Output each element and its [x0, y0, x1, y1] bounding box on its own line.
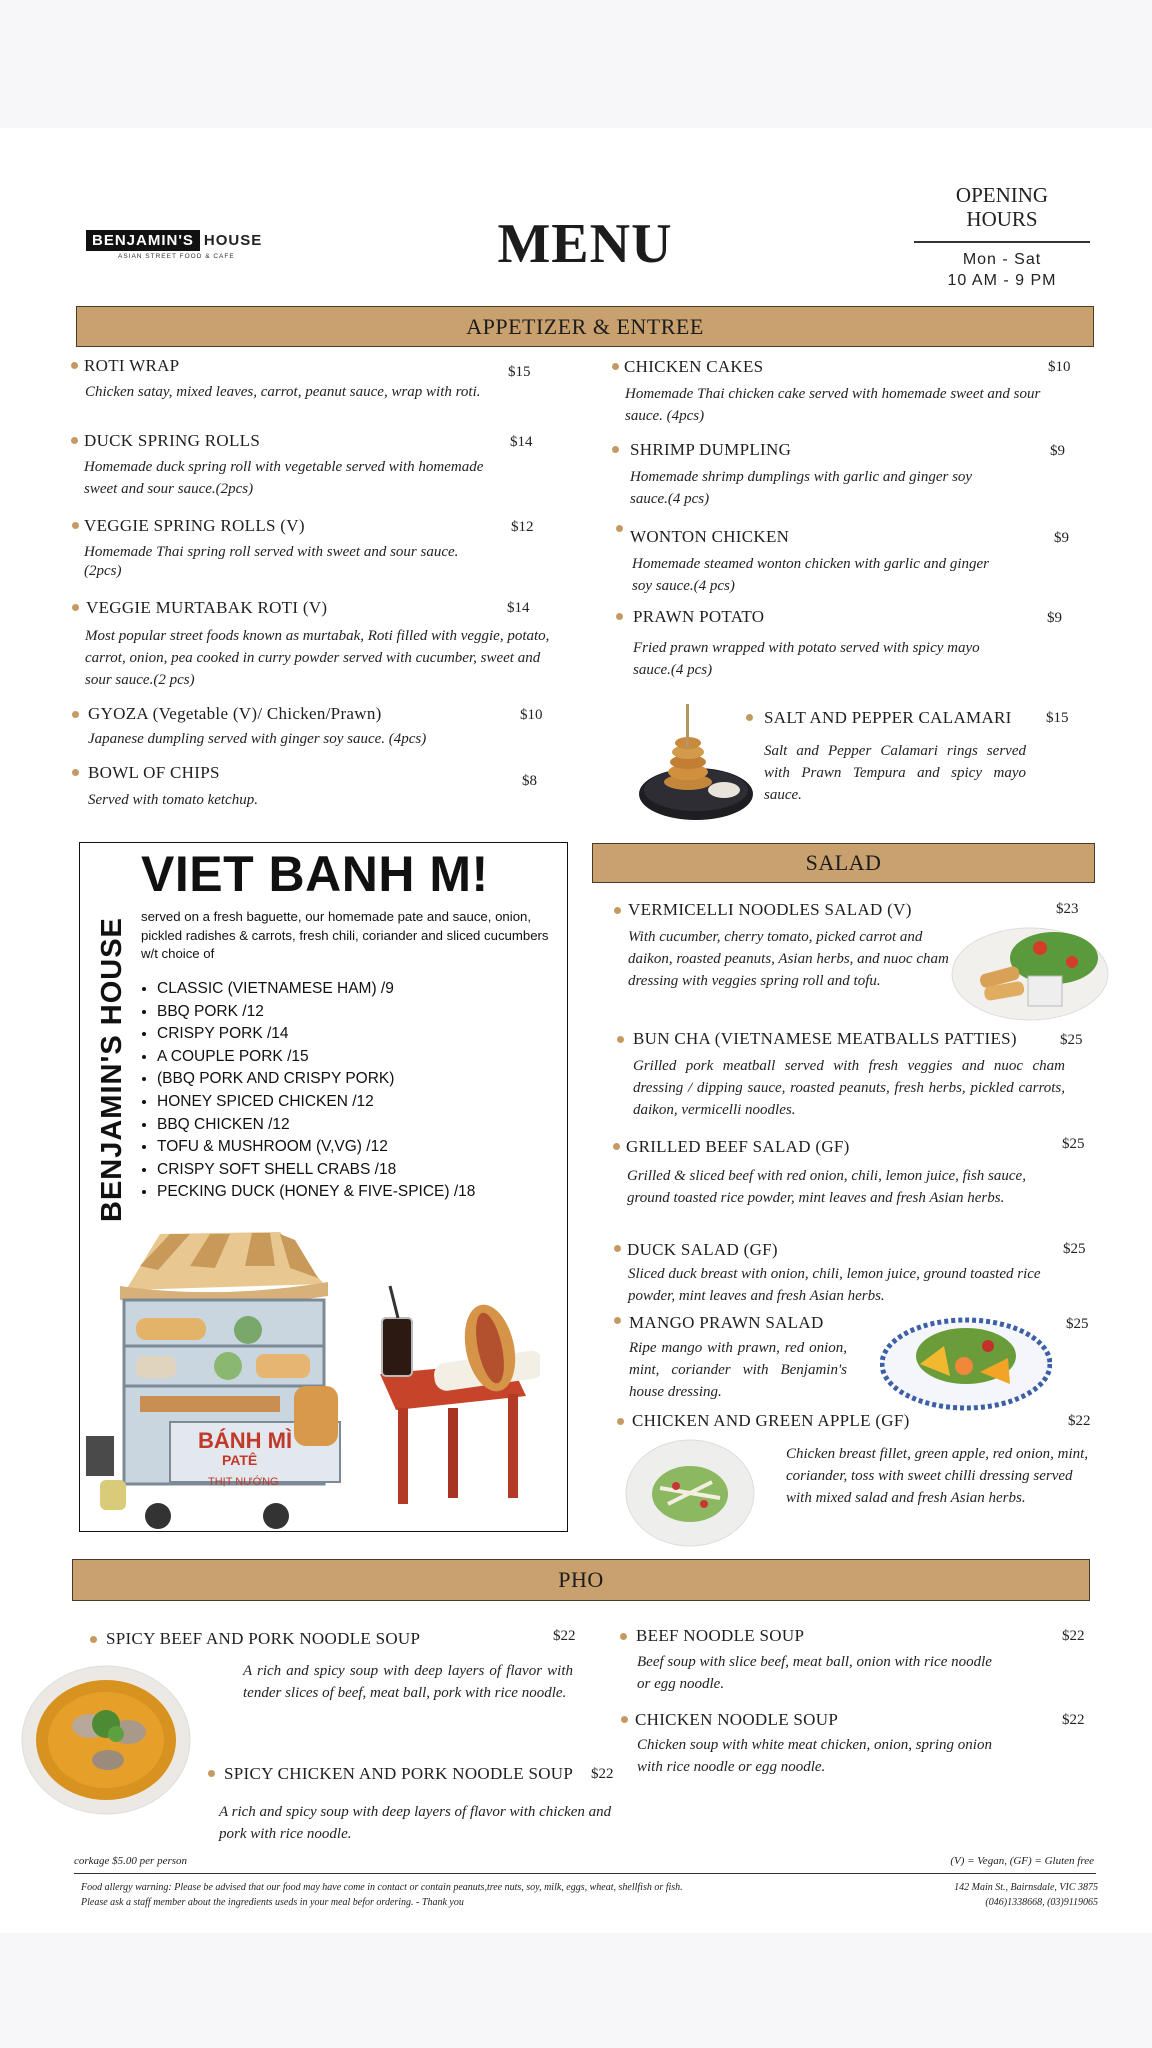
item-price: $22	[1062, 1628, 1085, 1644]
item-price: $25	[1066, 1316, 1089, 1332]
allergy-warning	[81, 1880, 683, 1910]
spicy-soup-image	[20, 1664, 194, 1816]
bullet-dot	[612, 363, 619, 370]
item-title: BOWL OF CHIPS	[88, 763, 220, 782]
mango-prawn-salad-image	[880, 1306, 1052, 1412]
bullet-dot	[614, 907, 621, 914]
item-title: WONTON CHICKEN	[630, 527, 790, 546]
chicken-apple-salad-image	[624, 1438, 756, 1548]
item-price: $14	[507, 600, 530, 616]
bullet-dot	[746, 714, 753, 721]
opening-hours-label: OPENING HOURS	[955, 183, 1049, 231]
item-description: Grilled & sliced beef with red onion, chili, lemon juice, fish sauce, ground toasted rice powder, mint leaves and fresh Asian herbs.	[627, 1168, 1026, 1206]
logo-light-text: HOUSE	[203, 232, 263, 249]
item-title: CHICKEN AND GREEN APPLE (GF)	[632, 1411, 910, 1430]
item-title: SPICY CHICKEN AND PORK NOODLE SOUP	[224, 1764, 574, 1783]
item-description: Sliced duck breast with onion, chili, lemon juice, ground toasted rice powder, mint leaves and fresh Asian herbs.	[628, 1266, 1041, 1304]
item-price: $25	[1062, 1136, 1085, 1152]
item-description: A rich and spicy soup with deep layers of flavor with tender slices of beef, meat ball, pork with rice noodle.	[243, 1663, 573, 1701]
item-title: VEGGIE MURTABAK ROTI (V)	[86, 598, 328, 617]
banh-mi-list	[141, 978, 475, 1204]
cart-sign-pate: PATÊ	[222, 1452, 258, 1468]
item-description: Chicken soup with white meat chicken, onion, spring onion with rice noodle or egg noodle.	[637, 1737, 992, 1775]
item-title: CHICKEN NOODLE SOUP	[635, 1710, 839, 1729]
item-description: Chicken satay, mixed leaves, carrot, peanut sauce, wrap with roti.	[85, 384, 481, 400]
item-price: $25	[1060, 1032, 1083, 1048]
item-title: DUCK SALAD (GF)	[627, 1240, 778, 1259]
item-price: $15	[1046, 710, 1069, 726]
item-price: $22	[553, 1628, 576, 1644]
item-title: SALT AND PEPPER CALAMARI	[764, 708, 1012, 727]
cart-sign-banh-mi: BÁNH MÌ	[198, 1428, 293, 1453]
appetizer-banner: APPETIZER & ENTREE	[76, 306, 1094, 347]
item-title: DUCK SPRING ROLLS	[84, 431, 261, 450]
logo-dark-text: BENJAMIN'S	[86, 230, 200, 251]
banh-mi-option: • BBQ PORK /12	[157, 1001, 475, 1024]
bullet-dot	[72, 769, 79, 776]
banh-mi-option: • CRISPY PORK /14	[157, 1023, 475, 1046]
item-price: $25	[1063, 1241, 1086, 1257]
item-price: $15	[508, 364, 531, 380]
banh-mi-cart-illustration	[80, 1226, 540, 1530]
item-price: $22	[1062, 1712, 1085, 1728]
banh-mi-side-text: BENJAMIN'S HOUSE	[96, 917, 128, 1222]
bullet-dot	[613, 1143, 620, 1150]
item-description: Most popular street foods known as murtabak, Roti filled with veggie, potato, carrot, onion, pea cooked in curry powder served with cucumber, sweet and sour sauce.(2 pcs)	[85, 628, 550, 688]
hours-divider	[914, 241, 1090, 243]
item-title: MANGO PRAWN SALAD	[629, 1313, 824, 1332]
bullet-dot	[617, 1418, 624, 1425]
item-description: Homemade shrimp dumplings with garlic and ginger soy sauce.(4 pcs)	[630, 469, 973, 507]
item-price: $10	[1048, 359, 1071, 375]
item-description: Fried prawn wrapped with potato served with spicy mayo sauce.(4 pcs)	[633, 640, 980, 678]
item-price: $12	[511, 519, 534, 535]
calamari-image	[636, 702, 760, 824]
bullet-dot	[72, 604, 79, 611]
item-title: VERMICELLI NOODLES SALAD (V)	[628, 900, 912, 919]
item-description: Salt and Pepper Calamari rings served with Prawn Tempura and spicy mayo sauce.	[764, 743, 1026, 803]
item-description: With cucumber, cherry tomato, picked carrot and daikon, roasted peanuts, Asian herbs, and nuoc cham dressing with veggies spring roll and tofu.	[628, 929, 949, 989]
item-price: $23	[1056, 901, 1079, 917]
bullet-dot	[614, 1245, 621, 1252]
item-title: GYOZA (Vegetable (V)/ Chicken/Prawn)	[88, 704, 382, 723]
item-title: SHRIMP DUMPLING	[630, 440, 792, 459]
item-description: Chicken breast fillet, green apple, red onion, mint, coriander, toss with sweet chilli dressing served with mixed salad and fresh Asian herbs.	[786, 1446, 1089, 1506]
item-price: $22	[591, 1766, 614, 1782]
logo	[86, 232, 262, 260]
banh-mi-option: • A COUPLE PORK /15	[157, 1046, 475, 1069]
opening-days: Mon - Sat	[962, 251, 1042, 268]
menu-title: MENU	[497, 213, 673, 275]
address: 142 Main St., Bairnsdale, VIC 3875	[954, 1882, 1098, 1893]
dietary-legend: (V) = Vegan, (GF) = Gluten free	[950, 1855, 1094, 1867]
item-title: BEEF NOODLE SOUP	[636, 1626, 805, 1645]
item-description: Ripe mango with prawn, red onion, mint, coriander with Benjamin's house dressing.	[629, 1340, 847, 1400]
bullet-dot	[90, 1636, 97, 1643]
bullet-dot	[208, 1770, 215, 1777]
item-title: GRILLED BEEF SALAD (GF)	[626, 1137, 850, 1156]
banh-mi-option: • HONEY SPICED CHICKEN /12	[157, 1091, 475, 1114]
item-description: Japanese dumpling served with ginger soy sauce. (4pcs)	[88, 731, 427, 747]
opening-hours: 10 AM - 9 PM	[947, 272, 1057, 289]
item-description: Homemade steamed wonton chicken with garlic and ginger soy sauce.(4 pcs)	[632, 556, 990, 594]
banh-mi-option: • (BBQ PORK AND CRISPY PORK)	[157, 1068, 475, 1091]
banh-mi-option: • TOFU & MUSHROOM (V,VG) /12	[157, 1136, 475, 1159]
banh-mi-option: • BBQ CHICKEN /12	[157, 1114, 475, 1137]
item-price: $8	[522, 773, 537, 789]
bullet-dot	[71, 437, 78, 444]
item-price: $9	[1050, 443, 1065, 459]
item-description: Grilled pork meatball served with fresh veggies and nuoc cham dressing / dipping sauce, roasted peanuts, fresh herbs, pickled carrots, daikon, vermicelli noodles.	[633, 1058, 1065, 1118]
footer-divider	[74, 1873, 1096, 1874]
item-title: BUN CHA (VIETNAMESE MEATBALLS PATTIES)	[633, 1029, 1017, 1048]
item-title: CHICKEN CAKES	[624, 357, 764, 376]
banh-mi-option: • CRISPY SOFT SHELL CRABS /18	[157, 1159, 475, 1182]
logo-subtitle: ASIAN STREET FOOD & CAFE	[118, 253, 235, 260]
bullet-dot	[614, 1317, 621, 1324]
salad-banner: SALAD	[592, 843, 1095, 883]
contact-info	[880, 1880, 1098, 1910]
banh-mi-option: • PECKING DUCK (HONEY & FIVE-SPICE) /18	[157, 1181, 475, 1204]
bullet-dot	[612, 446, 619, 453]
allergy-line-2: Please ask a staff member about the ingredients useds in your meal befor ordering. - Thank you	[81, 1897, 464, 1908]
item-description: Homemade Thai chicken cake served with homemade sweet and sour sauce. (4pcs)	[625, 386, 1041, 424]
bullet-dot	[72, 711, 79, 718]
vermicelli-salad-image	[950, 918, 1112, 1024]
item-description: Homemade Thai spring roll served with sweet and sour sauce.(2pcs)	[84, 544, 459, 579]
bullet-dot	[616, 613, 623, 620]
item-description: Beef soup with slice beef, meat ball, onion with rice noodle or egg noodle.	[637, 1654, 992, 1692]
phone-numbers: (046)1338668, (03)9119065	[985, 1897, 1098, 1908]
item-description: Served with tomato ketchup.	[88, 792, 258, 808]
bullet-dot	[621, 1716, 628, 1723]
item-price: $10	[520, 707, 543, 723]
item-title: SPICY BEEF AND PORK NOODLE SOUP	[106, 1629, 421, 1648]
allergy-line-1: Food allergy warning: Please be advised that our food may have come in contact or contain peanuts,tree nuts, soy, milk, eggs, wheat, shellfish or fish.	[81, 1882, 683, 1893]
bullet-dot	[620, 1633, 627, 1640]
pho-banner: PHO	[72, 1559, 1090, 1601]
banh-mi-option: • CLASSIC (VIETNAMESE HAM) /9	[157, 978, 475, 1001]
bullet-dot	[72, 522, 79, 529]
bullet-dot	[71, 362, 78, 369]
banh-mi-intro: served on a fresh baguette, our homemade pate and sauce, onion, pickled radishes & carrots, fresh chili, coriander and sliced cucumbers w/t choice of	[141, 909, 549, 961]
bullet-dot	[616, 525, 623, 532]
cart-sign-thit-nuong: THỊT NƯỚNG	[208, 1476, 279, 1488]
item-price: $14	[510, 434, 533, 450]
bullet-dot	[617, 1036, 624, 1043]
item-price: $22	[1068, 1413, 1091, 1429]
item-price: $9	[1054, 530, 1069, 546]
banh-mi-title: VIET BANH M!	[141, 846, 489, 902]
item-price: $9	[1047, 610, 1062, 626]
item-title: VEGGIE SPRING ROLLS (V)	[84, 516, 305, 535]
item-title: PRAWN POTATO	[633, 607, 765, 626]
item-title: ROTI WRAP	[84, 356, 180, 375]
corkage-note: corkage $5.00 per person	[74, 1855, 188, 1867]
item-description: Homemade duck spring roll with vegetable served with homemade sweet and sour sauce.(2pcs)	[84, 459, 484, 497]
item-description: A rich and spicy soup with deep layers of flavor with chicken and pork with rice noodle.	[219, 1804, 612, 1842]
